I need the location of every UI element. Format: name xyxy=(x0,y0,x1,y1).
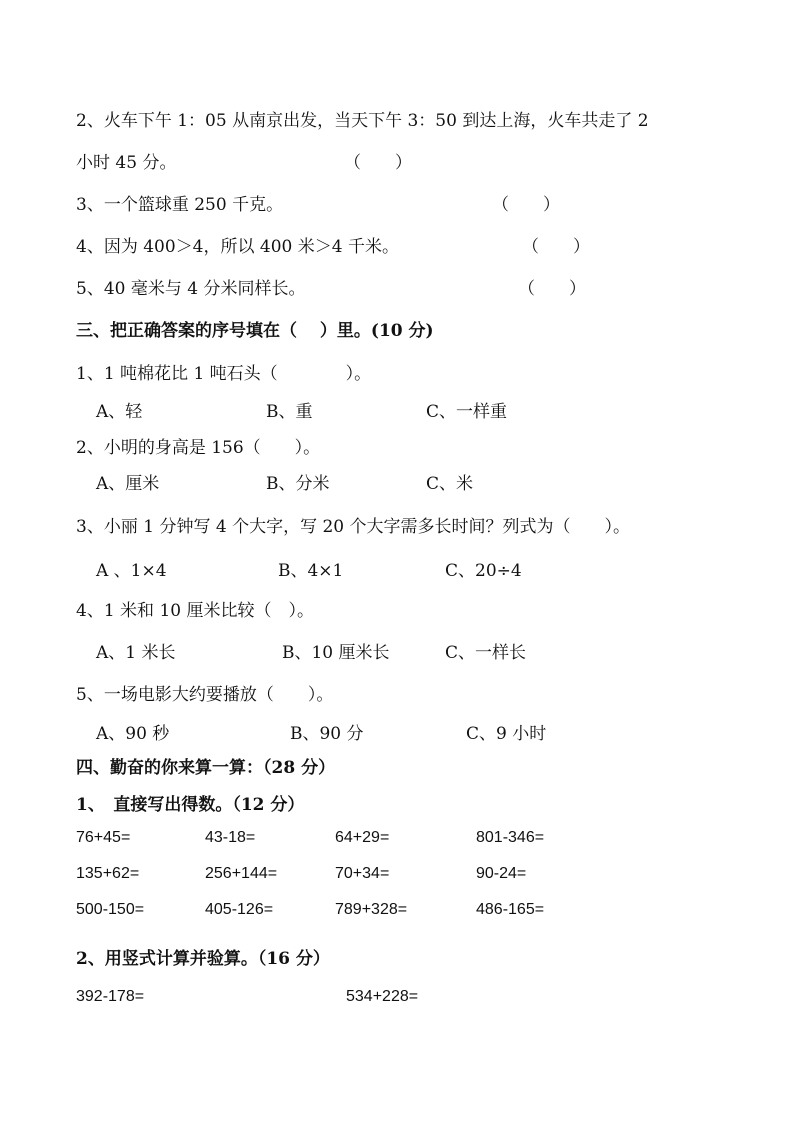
choice-q3: 3、小丽 1 分钟写 4 个大字，写 20 个大字需多长时间？列式为（ ）。 xyxy=(76,517,631,537)
calc-problem: 486-165= xyxy=(476,901,545,918)
calc-problem: 90-24= xyxy=(476,865,527,882)
choice-q4-option-c: C、一样长 xyxy=(445,643,527,663)
judge-q2-line1: 2、火车下午 1：05 从南京出发，当天下午 3：50 到达上海，火车共走了 2 xyxy=(76,111,649,131)
judge-q3-answer-blank[interactable]: （ ） xyxy=(492,195,560,215)
choice-q1-option-a: A、轻 xyxy=(96,402,143,422)
calc-problem: 135+62= xyxy=(76,865,140,882)
calc-problem: 801-346= xyxy=(476,829,545,846)
judge-q4-answer-blank[interactable]: （ ） xyxy=(522,237,590,257)
calc-problem: 43-18= xyxy=(205,829,256,846)
judge-q3: 3、一个篮球重 250 千克。 xyxy=(76,195,284,215)
judge-q2-line2: 小时 45 分。 xyxy=(76,153,177,173)
choice-q3-option-a: A 、1×4 xyxy=(96,561,167,581)
choice-q4: 4、1 米和 10 厘米比较（ ）。 xyxy=(76,601,314,621)
choice-q4-option-a: A、1 米长 xyxy=(96,643,176,663)
choice-q2-option-b: B、分米 xyxy=(266,474,330,494)
calc-sub1-heading: 1、 直接写出得数。（12 分） xyxy=(76,795,305,815)
judge-q5-answer-blank[interactable]: （ ） xyxy=(518,279,586,299)
calc-problem: 70+34= xyxy=(335,865,390,882)
calc-problem: 789+328= xyxy=(335,901,408,918)
choice-q2-option-c: C、米 xyxy=(426,474,474,494)
calc-problem: 256+144= xyxy=(205,865,278,882)
calc-problem: 405-126= xyxy=(205,901,274,918)
choice-q5: 5、一场电影大约要播放（ ）。 xyxy=(76,685,334,705)
vertical-calc-problem: 534+228= xyxy=(346,988,419,1005)
judge-q5: 5、40 毫米与 4 分米同样长。 xyxy=(76,279,306,299)
choice-q2-option-a: A、厘米 xyxy=(96,474,160,494)
choice-q3-option-c: C、20÷4 xyxy=(445,561,522,581)
choice-q5-option-b: B、90 分 xyxy=(290,724,364,744)
calc-problem: 64+29= xyxy=(335,829,390,846)
calc-problem: 76+45= xyxy=(76,829,131,846)
vertical-calc-problem: 392-178= xyxy=(76,988,145,1005)
choice-section-heading: 三、把正确答案的序号填在（ ）里。(10 分) xyxy=(76,321,434,341)
choice-q1-option-c: C、一样重 xyxy=(426,402,508,422)
choice-q3-option-b: B、4×1 xyxy=(278,561,344,581)
calc-section-heading: 四、勤奋的你来算一算：（28 分） xyxy=(76,758,336,778)
judge-q2-answer-blank[interactable]: （ ） xyxy=(344,153,412,173)
choice-q5-option-c: C、9 小时 xyxy=(466,724,547,744)
choice-q1: 1、1 吨棉花比 1 吨石头（ ）。 xyxy=(76,364,372,384)
choice-q5-option-a: A、90 秒 xyxy=(96,724,170,744)
calc-sub2-heading: 2、用竖式计算并验算。（16 分） xyxy=(76,949,330,969)
choice-q4-option-b: B、10 厘米长 xyxy=(282,643,390,663)
judge-q4: 4、因为 400＞4，所以 400 米＞4 千米。 xyxy=(76,237,399,257)
choice-q2: 2、小明的身高是 156（ ）。 xyxy=(76,438,321,458)
choice-q1-option-b: B、重 xyxy=(266,402,313,422)
calc-problem: 500-150= xyxy=(76,901,145,918)
